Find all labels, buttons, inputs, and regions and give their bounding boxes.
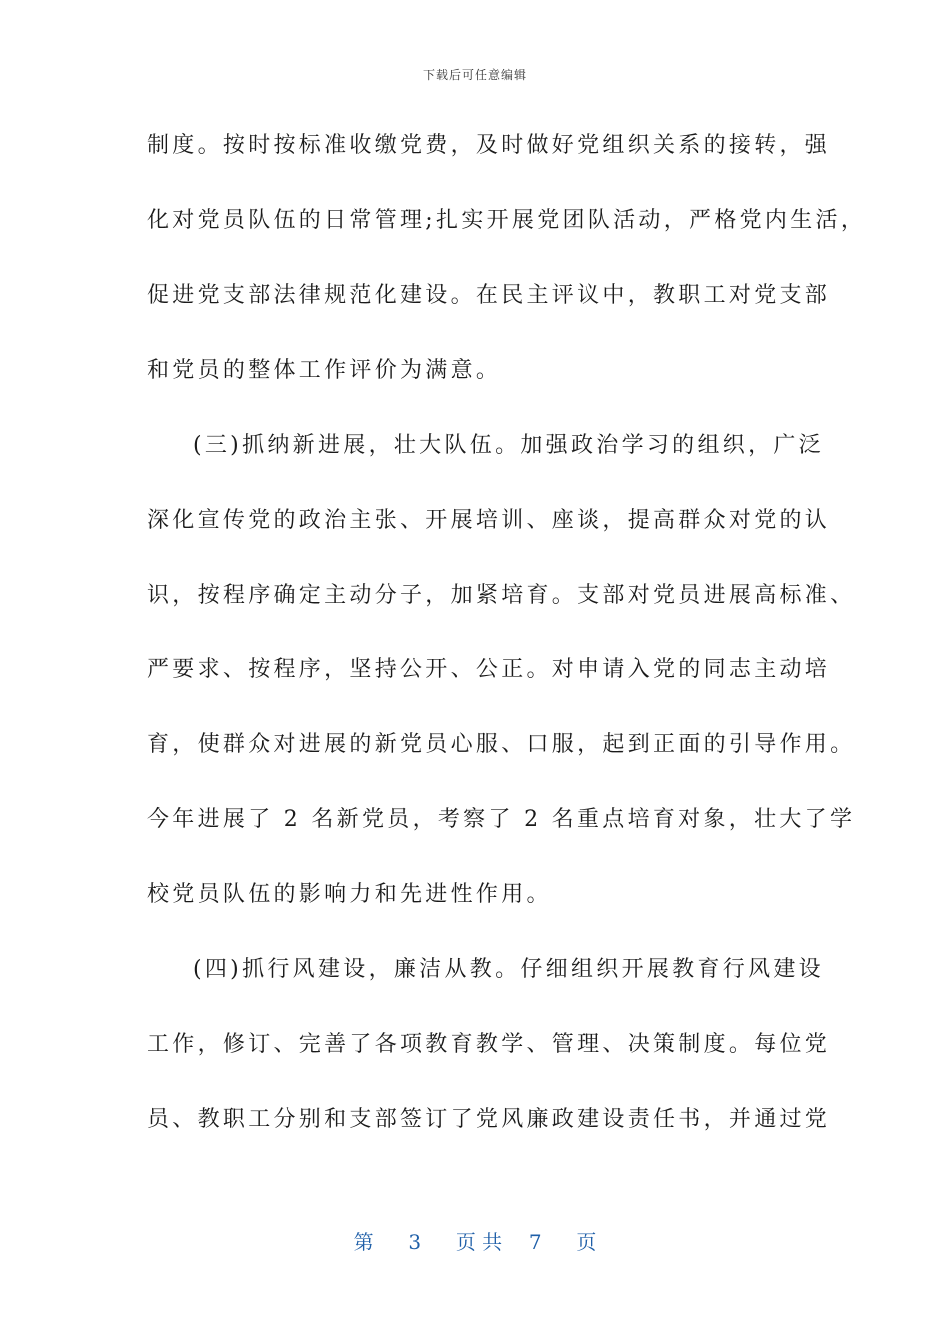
body-line-12: (四)抓行风建设，廉洁从教。仔细组织开展教育行风建设: [193, 957, 824, 982]
footer-middle: 页 共: [455, 1230, 503, 1254]
body-line-13: 工作，修订、完善了各项教育教学、管理、决策制度。每位党: [147, 1032, 831, 1057]
footer-total-pages: 7: [528, 1230, 542, 1254]
body-line-3: 促进党支部法律规范化建设。在民主评议中，教职工对党支部: [147, 283, 831, 308]
footer-prefix: 第: [353, 1230, 374, 1254]
body-line-11: 校党员队伍的影响力和先进性作用。: [147, 882, 552, 907]
body-line-6: 深化宣传党的政治主张、开展培训、座谈，提高群众对党的认: [147, 508, 831, 533]
body-line-4: 和党员的整体工作评价为满意。: [147, 358, 502, 383]
body-line-7: 识，按程序确定主动分子，加紧培育。支部对党员进展高标准、: [147, 583, 856, 608]
footer-suffix: 页: [576, 1230, 597, 1254]
page-footer: [0, 1226, 950, 1255]
body-line-9: 育，使群众对进展的新党员心服、口服，起到正面的引导作用。: [147, 732, 856, 757]
body-line-1: 制度。按时按标准收缴党费，及时做好党组织关系的接转，强: [147, 133, 831, 158]
body-line-8: 严要求、按程序，坚持公开、公正。对申请入党的同志主动培: [147, 657, 831, 682]
body-line-5: (三)抓纳新进展，壮大队伍。加强政治学习的组织，广泛: [193, 433, 824, 458]
page-header-note: 下载后可任意编辑: [422, 68, 527, 82]
body-line-10: 今年进展了 2 名新党员，考察了 2 名重点培育对象，壮大了学: [147, 807, 856, 832]
body-line-2: 化对党员队伍的日常管理;扎实开展党团队活动，严格党内生活，: [147, 208, 867, 233]
body-line-14: 员、教职工分别和支部签订了党风廉政建设责任书，并通过党: [147, 1107, 831, 1132]
footer-current-page: 3: [408, 1230, 422, 1254]
